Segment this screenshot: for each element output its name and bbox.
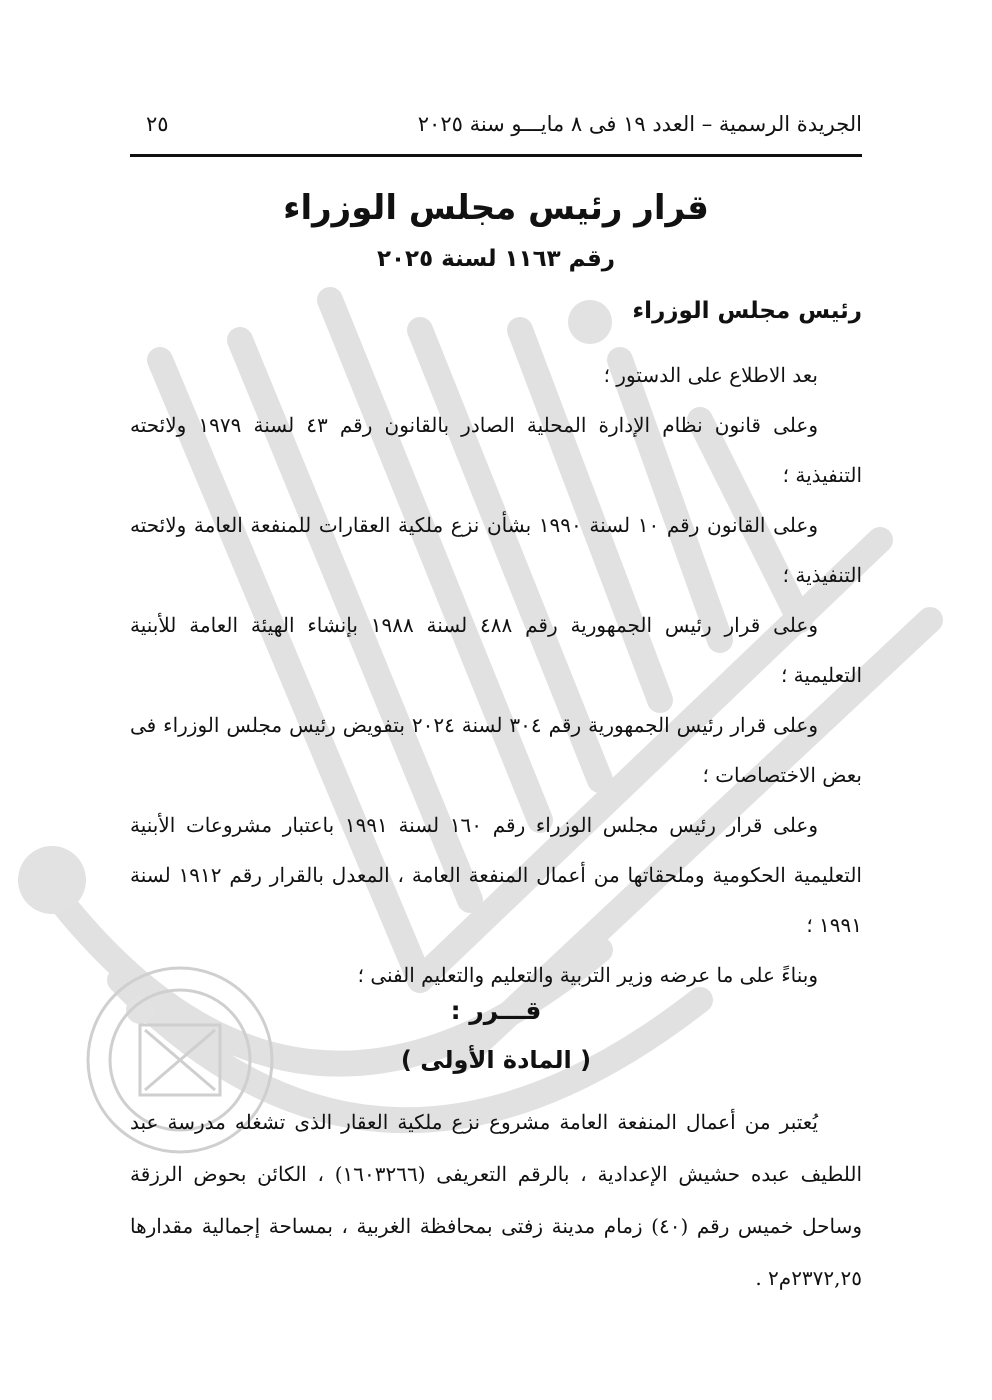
decree-title: قرار رئيس مجلس الوزراء: [283, 188, 709, 228]
preamble-clause: وعلى قرار رئيس الجمهورية رقم ٤٨٨ لسنة ١٩٨٨ بإنشاء الهيئة العامة للأبنية التعليمية ؛: [130, 613, 862, 687]
article-text: يُعتبر من أعمال المنفعة العامة مشروع نزع ملكية العقار الذى تشغله مدرسة عبد اللطيف عبده حشيش الإعدادية ، بالرقم التعريفى (١٦٠٣٢٦٦) ، الكائن بحوض الرزقة وساحل خميس رقم (٤٠) زمام مدينة زفتى بمحافظة الغربية ، بمساحة إجمالية مقدارها ٢٣٧٢,٢٥م٢ .: [130, 1110, 862, 1290]
preamble-clause: بعد الاطلاع على الدستور ؛: [603, 363, 818, 387]
page-header: [130, 108, 862, 148]
gazette-issue-title: الجريدة الرسمية – العدد ١٩ فى ٨ مايـــو سنة ٢٠٢٥: [417, 112, 862, 136]
preamble: [130, 350, 862, 1000]
article-heading: ( المادة الأولى ): [400, 1046, 592, 1074]
preamble-clause: وعلى قانون نظام الإدارة المحلية الصادر بالقانون رقم ٤٣ لسنة ١٩٧٩ ولائحته التنفيذية ؛: [130, 413, 862, 487]
preamble-clause: وعلى قرار رئيس الجمهورية رقم ٣٠٤ لسنة ٢٠٢٤ بتفويض رئيس مجلس الوزراء فى بعض الاختصاصات ؛: [130, 713, 862, 787]
article-body: [130, 1096, 862, 1304]
decree-issuer: رئيس مجلس الوزراء: [632, 298, 862, 324]
preamble-clause: وبناءً على ما عرضه وزير التربية والتعليم والتعليم الفنى ؛: [357, 963, 818, 987]
decision-label: قـــرر :: [450, 996, 542, 1025]
preamble-clause: وعلى القانون رقم ١٠ لسنة ١٩٩٠ بشأن نزع ملكية العقارات للمنفعة العامة ولائحته التنفيذية ؛: [130, 513, 862, 587]
page-number: ٢٥: [146, 112, 169, 136]
decree-number: رقم ١١٦٣ لسنة ٢٠٢٥: [376, 246, 616, 272]
header-divider: [130, 154, 862, 157]
preamble-clause: وعلى قرار رئيس مجلس الوزراء رقم ١٦٠ لسنة ١٩٩١ باعتبار مشروعات الأبنية التعليمية الحكومية وملحقاتها من أعمال المنفعة العامة ، المعدل بالقرار رقم ١٩١٢ لسنة ١٩٩١ ؛: [130, 813, 862, 937]
